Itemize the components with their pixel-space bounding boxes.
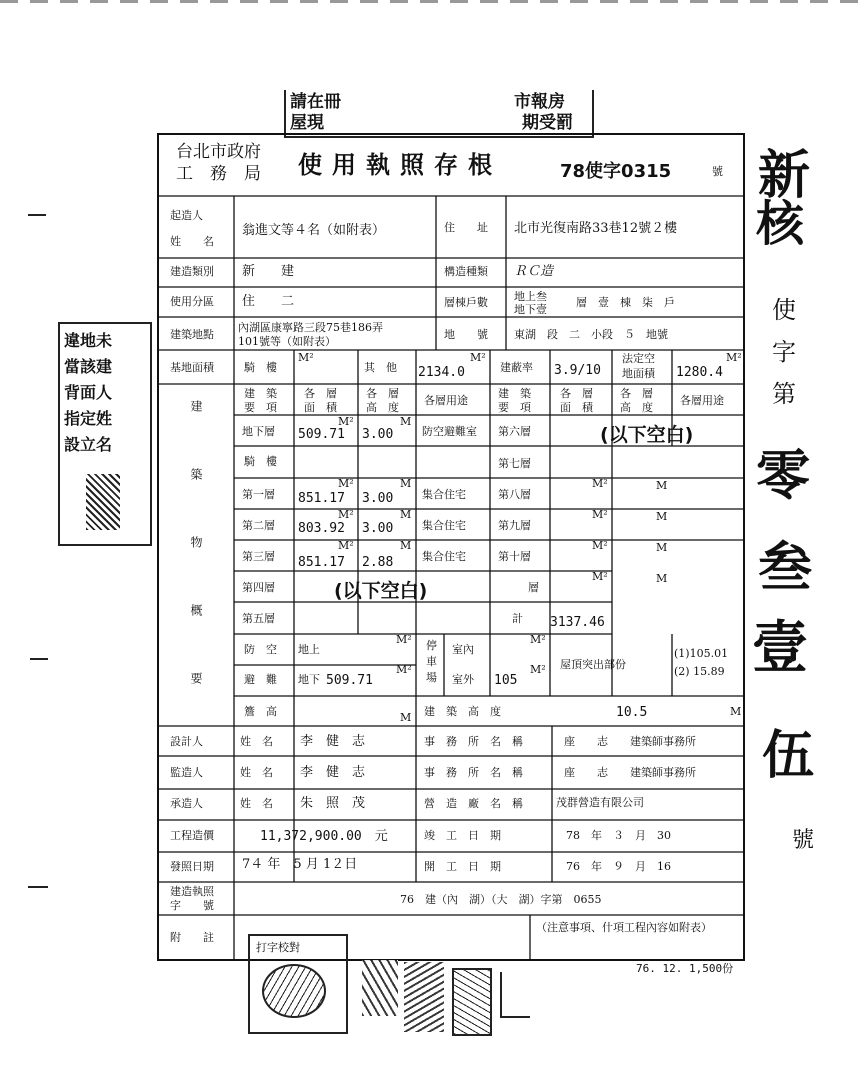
supervisor-office: 座 志 建築師事務所 [564, 766, 696, 779]
label-permit-b: 字 號 [170, 899, 214, 912]
header-gov-1: 台北市政府 [176, 142, 261, 162]
blank-note-right: (以下空白) [600, 424, 694, 446]
footer-print-info: 76. 12. 1,500份 [636, 962, 734, 975]
stamp-text-right-2: 期受罰 [522, 113, 573, 133]
label-build-cat: 建造類別 [170, 265, 214, 278]
floor-1-use: 集合住宅 [422, 488, 466, 501]
left-stamp-seal [86, 474, 120, 530]
signature-seal-3 [452, 968, 492, 1036]
unit-parking-2: M² [530, 663, 546, 676]
col-item-a: 建 築 [244, 387, 277, 400]
floor-4-label: 第四層 [242, 581, 275, 594]
proofread-label: 打字校對 [256, 941, 300, 954]
total-label: 計 [512, 612, 523, 625]
cost: 11,372,900.00 元 [260, 829, 388, 844]
col-item-b-2: 要 項 [498, 401, 531, 414]
floor-b1-label: 地下層 [242, 425, 275, 438]
supervisor-name: 李 健 志 [300, 765, 366, 780]
floor-7-label: 第七層 [498, 457, 531, 470]
left-stamp-col-2: 當該建 [64, 357, 113, 376]
label-legal-area-1: 法定空 [622, 352, 655, 365]
build-cat: 新 建 [242, 264, 295, 279]
signature-seal-4 [500, 972, 530, 1018]
floor-5-label: 第五層 [242, 612, 275, 625]
stamp-text-right: 市報房 [514, 92, 565, 112]
floor-1-height: 3.00 [362, 491, 394, 506]
col-use: 各層用途 [424, 394, 468, 407]
label-coverage: 建蔽率 [500, 361, 533, 374]
floor-2-area: 803.92 [298, 521, 345, 536]
floor-3-label: 第三層 [242, 550, 275, 563]
unit-m-r4: M [656, 572, 668, 585]
floors-below: 地下壹 [514, 303, 547, 316]
label-floors-units: 層棟戶數 [444, 296, 488, 309]
label-parking-a: 停 [426, 639, 437, 652]
label-eave: 簷 高 [244, 705, 277, 718]
right-char-2: 核 [756, 196, 805, 252]
label-start: 開 工 日 期 [424, 860, 501, 873]
floor-3-area: 851.17 [298, 555, 345, 570]
right-char-1: 新 [758, 145, 811, 206]
label-supervisor: 監造人 [170, 766, 203, 779]
unit-m2-3: M² [338, 508, 354, 521]
permit-ref: 76 建（內 湖）（大 湖）字第 0655 [400, 893, 602, 906]
label-indoor: 室內 [452, 643, 474, 656]
col-height-a: 各 層 [366, 387, 399, 400]
col-height-b: 高 度 [366, 401, 399, 414]
label-supervisor-office: 事 務 所 名 稱 [424, 766, 523, 779]
unit-parking-1: M² [530, 633, 546, 646]
contractor-firm: 茂群營造有限公司 [556, 796, 644, 809]
permit-number: 78使字0315 [560, 161, 672, 182]
unit-eave: M [400, 711, 412, 724]
label-contractor-firm: 營 造 廠 名 稱 [424, 797, 523, 810]
unit-other: M² [470, 351, 486, 364]
label-contractor: 承造人 [170, 797, 203, 810]
shelter-below-value: 509.71 [326, 673, 373, 688]
label-contractor-name: 姓 名 [240, 797, 273, 810]
shelter-below-label: 地下 [298, 673, 320, 686]
unit-m2-r2: M² [592, 508, 608, 521]
shelter-above-label: 地上 [298, 643, 320, 656]
unit-m2-2: M² [338, 477, 354, 490]
stamp-text-left-2: 屋現 [290, 113, 324, 133]
unit-m-r3: M [656, 541, 668, 554]
label-site: 建築地點 [170, 328, 214, 341]
roof-proj-2: (2) 15.89 [674, 665, 725, 678]
label-annex: 騎 樓 [244, 361, 277, 374]
left-stamp-col-1: 違地未 [64, 331, 113, 350]
label-legal-area-2: 地面積 [622, 367, 655, 380]
unit-m2-r4: M² [592, 570, 608, 583]
stamp-text-left: 請在冊 [290, 92, 341, 112]
label-completion: 竣 工 日 期 [424, 829, 501, 842]
col-item-b: 要 項 [244, 401, 277, 414]
coverage: 3.9/10 [554, 363, 601, 378]
floor-2-use: 集合住宅 [422, 519, 466, 532]
total-area: 3137.46 [550, 615, 605, 630]
col-area-b-2: 面 積 [560, 401, 593, 414]
unit-m2-r1: M² [592, 477, 608, 490]
designer-name: 李 健 志 [300, 734, 366, 749]
right-char-6: 零 [756, 443, 810, 507]
label-outdoor: 室外 [452, 673, 474, 686]
right-margin-characters [752, 145, 852, 870]
owner-name: 翁進文等４名（如附表） [242, 223, 386, 238]
label-permit-a: 建造執照 [170, 885, 214, 898]
floor-1-area: 851.17 [298, 491, 345, 506]
proofread-seal [262, 964, 326, 1018]
floor-x-label: 層 [528, 581, 539, 594]
roof-proj-1: (1)105.01 [674, 647, 729, 660]
unit-m-r2: M [656, 510, 668, 523]
blank-note-left: (以下空白) [334, 580, 428, 602]
parking-outdoor: 105 [494, 673, 518, 688]
unit-m-2: M [400, 477, 412, 490]
unit-m2-4: M² [338, 539, 354, 552]
left-stamp-col-3: 背面人 [64, 383, 113, 402]
right-char-3: 使 [772, 296, 796, 324]
label-designer-office: 事 務 所 名 稱 [424, 735, 523, 748]
col-use-2: 各層用途 [680, 394, 724, 407]
floor-b1-height: 3.00 [362, 427, 394, 442]
floors-above: 地上叁 [514, 290, 547, 303]
label-designer: 設計人 [170, 735, 203, 748]
col-height-b-2: 高 度 [620, 401, 653, 414]
label-cost: 工程造價 [170, 829, 214, 842]
completion-date: 78 年 ３ 月 30 [566, 829, 671, 842]
issue-date: 7４ 年 5 月 1２日 [242, 857, 358, 872]
use-zone: 住 二 [242, 294, 295, 309]
start-date: 76 年 ９ 月 16 [566, 860, 671, 873]
label-issue-date: 發照日期 [170, 860, 214, 873]
site-line-1: 內湖區康寧路三段75巷186弄 [238, 321, 383, 334]
left-stamp-col-5: 設立名 [64, 435, 113, 454]
right-char-5: 第 [772, 380, 796, 408]
floor-9-label: 第九層 [498, 519, 531, 532]
col-area-a: 各 層 [304, 387, 337, 400]
floor-10-label: 第十層 [498, 550, 531, 563]
label-supervisor-name: 姓 名 [240, 766, 273, 779]
bldg-height: 10.5 [616, 705, 648, 720]
margin-mark-2 [30, 658, 48, 660]
label-other: 其 他 [364, 361, 397, 374]
header-gov-2: 工 務 局 [176, 164, 261, 184]
floor-3-height: 2.88 [362, 555, 394, 570]
floors-rest: 層 壹 棟 柒 戶 [576, 296, 675, 309]
unit-annex: M² [298, 351, 314, 364]
floor-b1-area: 509.71 [298, 427, 345, 442]
left-side-stamp [58, 322, 152, 546]
right-char-9: 伍 [762, 725, 815, 786]
notes-text: （注意事項、什項工程內容如附表） [536, 921, 712, 934]
label-struct-type: 構造種類 [444, 265, 488, 278]
proofread-stamp [248, 934, 348, 1034]
floor-2-label: 第二層 [242, 519, 275, 532]
right-char-4: 字 [772, 338, 796, 366]
floor-6-label: 第六層 [498, 425, 531, 438]
unit-m-4: M [400, 539, 412, 552]
floor-1-label: 第一層 [242, 488, 275, 501]
label-owner-a: 起造人 [170, 209, 203, 222]
label-building-outline: 建 築 物 概 要 [189, 400, 203, 706]
label-notes: 附 註 [170, 931, 214, 944]
label-lot: 地 號 [444, 328, 488, 341]
floor-annex-label: 騎 樓 [244, 455, 277, 468]
owner-address: 北市光復南路33巷12號２樓 [514, 221, 678, 236]
col-height-a-2: 各 層 [620, 387, 653, 400]
left-stamp-col-4: 指定姓 [64, 409, 113, 428]
margin-mark-3 [28, 886, 48, 888]
permit-number-suffix: 號 [712, 165, 723, 178]
legal-area: 1280.4 [676, 365, 723, 380]
floor-8-label: 第八層 [498, 488, 531, 501]
page-title: 使用執照存根 [298, 150, 502, 179]
right-char-8: 壹 [752, 615, 808, 681]
col-item-a-2: 建 築 [498, 387, 531, 400]
other-area: 2134.0 [418, 365, 465, 380]
floor-b1-use: 防空避難室 [422, 425, 477, 438]
col-area-a-2: 各 層 [560, 387, 593, 400]
unit-m-1: M [400, 415, 412, 428]
lot: 東湖 段 二 小段 ５ 地號 [514, 328, 668, 341]
floor-3-use: 集合住宅 [422, 550, 466, 563]
label-owner-b: 姓 名 [170, 235, 214, 248]
unit-m-r1: M [656, 479, 668, 492]
signature-seal-1 [362, 960, 398, 1016]
label-roof-proj: 屋頂突出部份 [560, 658, 626, 671]
signature-seal-2 [404, 962, 444, 1032]
right-char-7: 叁 [758, 535, 812, 599]
label-bldg-height: 建 築 高 度 [424, 705, 501, 718]
margin-mark-1 [28, 214, 46, 216]
unit-m-3: M [400, 508, 412, 521]
designer-office: 座 志 建築師事務所 [564, 735, 696, 748]
site-line-2: 101號等（如附表） [238, 335, 336, 348]
col-area-b: 面 積 [304, 401, 337, 414]
unit-m2-r3: M² [592, 539, 608, 552]
unit-shelter-1: M² [396, 633, 412, 646]
label-use-zone: 使用分區 [170, 295, 214, 308]
label-parking-b: 車 [426, 655, 437, 668]
label-parking-c: 場 [426, 671, 437, 684]
floor-2-height: 3.00 [362, 521, 394, 536]
unit-legal: M² [726, 351, 742, 364]
unit-m2-1: M² [338, 415, 354, 428]
unit-shelter-2: M² [396, 663, 412, 676]
right-char-10: 號 [792, 828, 815, 853]
unit-bldg-height: M [730, 705, 742, 718]
label-shelter-b: 避 難 [244, 673, 277, 686]
label-address: 住 址 [444, 221, 488, 234]
contractor-name: 朱 照 茂 [300, 796, 366, 811]
label-shelter: 防 空 [244, 643, 277, 656]
label-site-area: 基地面積 [170, 361, 214, 374]
label-designer-name: 姓 名 [240, 735, 273, 748]
struct-type: ＲＣ造 [514, 264, 554, 279]
